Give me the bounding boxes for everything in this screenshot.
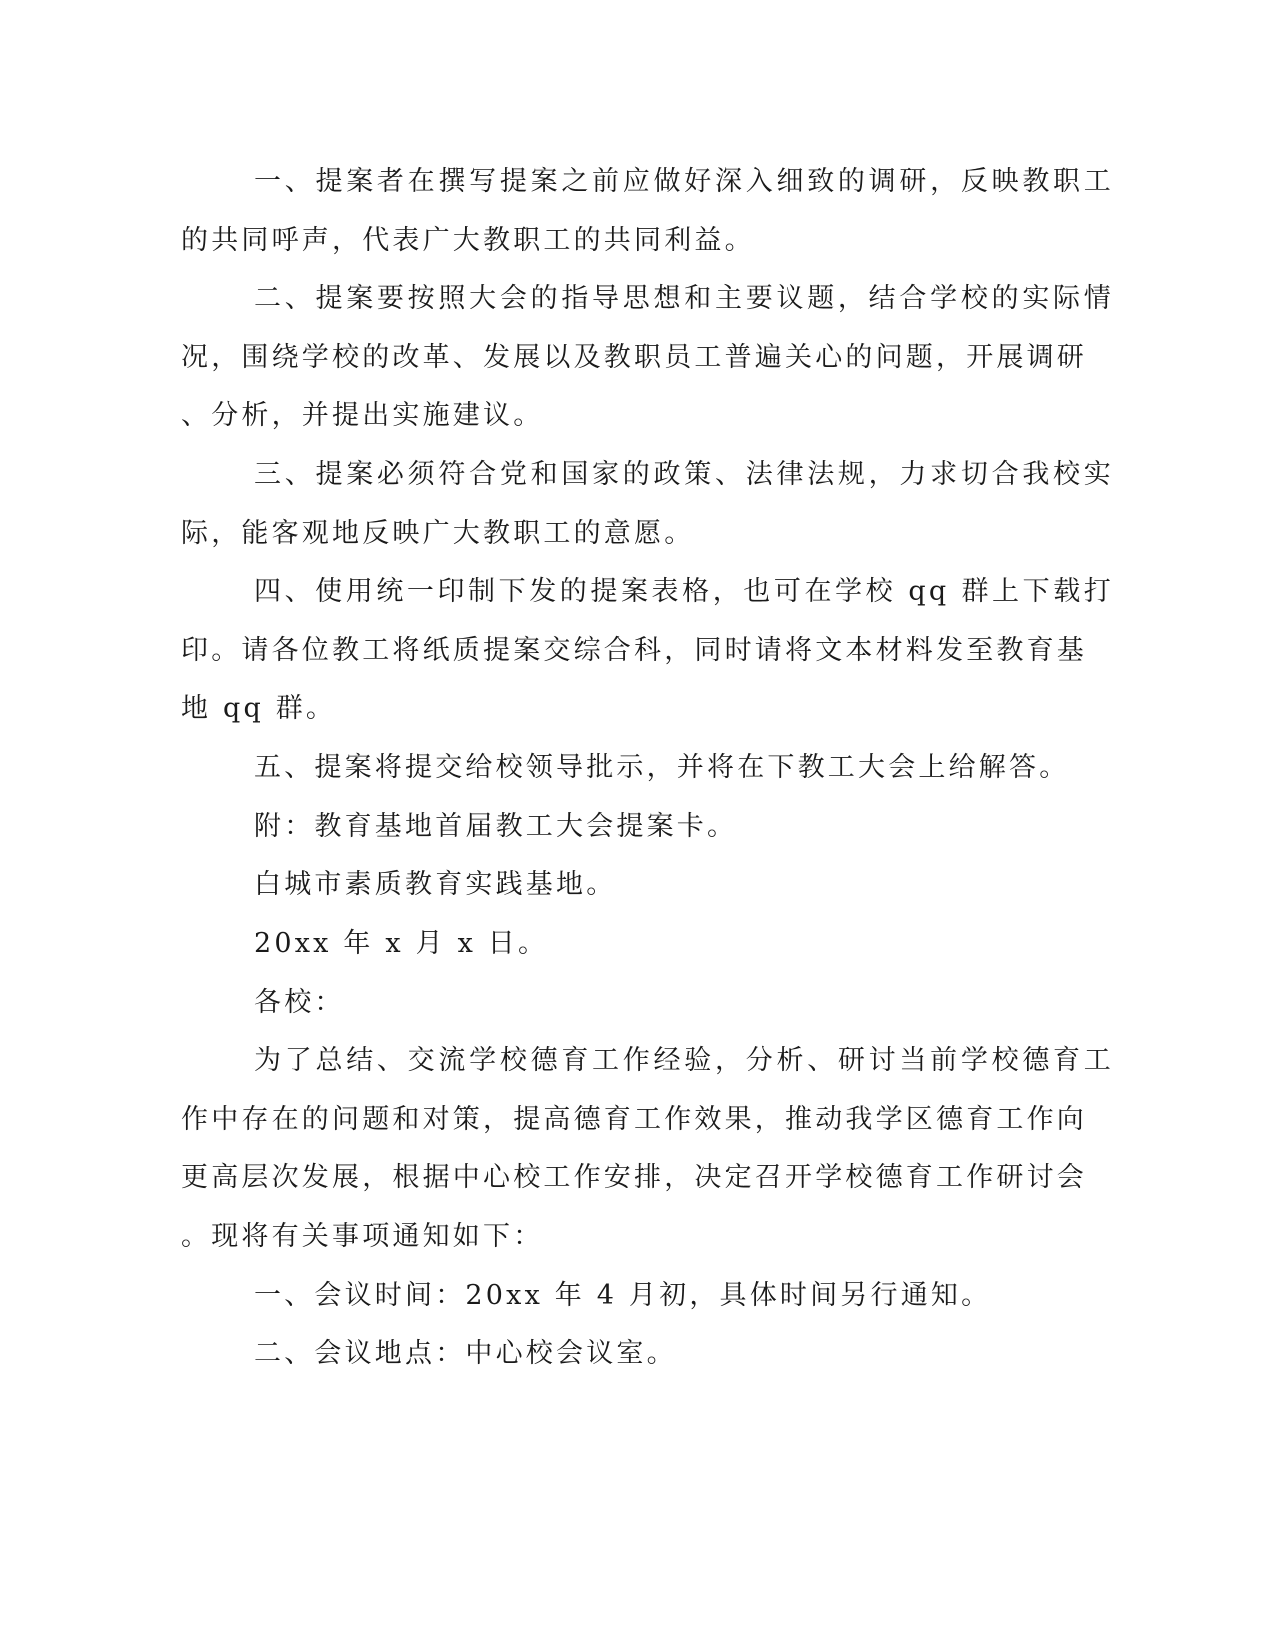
text-line: 附：教育基地首届教工大会提案卡。 xyxy=(254,811,738,842)
text-line: 作中存在的问题和对策，提高德育工作效果，推动我学区德育工作向 xyxy=(181,1104,1087,1135)
text-line: 。现将有关事项通知如下： xyxy=(181,1221,544,1252)
text-line: 五、提案将提交给校领导批示，并将在下教工大会上给解答。 xyxy=(254,752,1070,783)
text-line: 况，围绕学校的改革、发展以及教职员工普遍关心的问题，开展调研 xyxy=(181,342,1087,373)
text-line: 际，能客观地反映广大教职工的意愿。 xyxy=(181,518,695,549)
text-line: 三、提案必须符合党和国家的政策、法律法规，力求切合我校实 xyxy=(254,459,1114,490)
text-line: 、分析，并提出实施建议。 xyxy=(181,400,544,431)
salutation-line: 各校： xyxy=(254,987,345,1018)
date-line: 20xx 年 x 月 x 日。 xyxy=(254,928,549,959)
text-line: 地 qq 群。 xyxy=(181,693,337,724)
text-line: 二、提案要按照大会的指导思想和主要议题，结合学校的实际情 xyxy=(254,283,1114,314)
text-line: 的共同呼声，代表广大教职工的共同利益。 xyxy=(181,225,755,256)
text-line: 印。请各位教工将纸质提案交综合科，同时请将文本材料发至教育基 xyxy=(181,635,1087,666)
text-line: 一、会议时间：20xx 年 4 月初，具体时间另行通知。 xyxy=(254,1280,992,1311)
text-line: 白城市素质教育实践基地。 xyxy=(254,869,617,900)
text-line: 一、提案者在撰写提案之前应做好深入细致的调研，反映教职工 xyxy=(254,166,1114,197)
text-line: 更高层次发展，根据中心校工作安排，决定召开学校德育工作研讨会 xyxy=(181,1162,1087,1193)
text-line: 二、会议地点：中心校会议室。 xyxy=(254,1338,677,1369)
text-line: 为了总结、交流学校德育工作经验，分析、研讨当前学校德育工 xyxy=(254,1045,1114,1076)
text-line: 四、使用统一印制下发的提案表格，也可在学校 qq 群上下载打 xyxy=(254,576,1114,607)
